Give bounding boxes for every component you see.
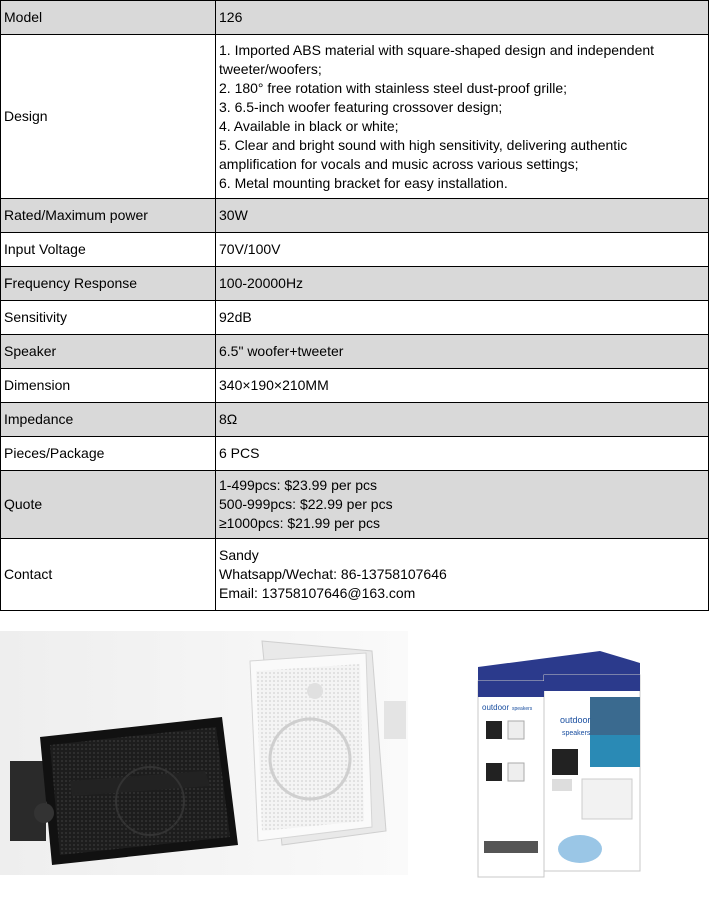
spec-value: [216, 539, 709, 611]
box-brand-text: outdoor: [482, 703, 510, 712]
spec-label: Speaker: [1, 335, 216, 369]
spec-value-line: 6. Metal mounting bracket for easy installation.: [219, 174, 508, 191]
svg-text:speakers: speakers: [562, 730, 591, 737]
spec-value-line: 126: [219, 9, 243, 25]
svg-text:outdoor: outdoor: [560, 715, 591, 725]
spec-value-line: 500-999pcs: $22.99 per pcs: [219, 496, 393, 512]
spec-value: [216, 471, 709, 539]
spec-row: [1, 35, 709, 199]
spec-label: Design: [1, 35, 216, 199]
spec-value: [216, 35, 709, 199]
spec-label: Pieces/Package: [1, 437, 216, 471]
spec-row: [1, 233, 709, 267]
spec-value-line: 6 PCS: [219, 445, 260, 461]
product-photos: [0, 615, 709, 904]
spec-row: [1, 199, 709, 233]
spec-label: Model: [1, 1, 216, 35]
spec-value-line: 3. 6.5-inch woofer featuring crossover design;: [219, 98, 503, 115]
spec-value-line: 6.5" woofer+tweeter: [219, 343, 344, 359]
spec-value-line: 5. Clear and bright sound with high sensitivity, delivering authentic amplification for vocals and music across various settings;: [219, 136, 628, 172]
spec-value-line: Whatsapp/Wechat: 86-13758107646: [219, 566, 447, 582]
spec-row: [1, 471, 709, 539]
spec-value-line: 340×190×210MM: [219, 377, 329, 393]
spec-value-line: ≥1000pcs: $21.99 per pcs: [219, 515, 381, 531]
spec-label: Input Voltage: [1, 233, 216, 267]
spec-value-line: 100-20000Hz: [219, 275, 304, 291]
spec-value-line: 4. Available in black or white;: [219, 117, 399, 134]
package-box-photo: [470, 645, 650, 885]
spec-value-line: 70V/100V: [219, 241, 281, 257]
spec-label: Sensitivity: [1, 301, 216, 335]
spec-value: [216, 1, 709, 35]
spec-value: [216, 437, 709, 471]
spec-value: [216, 335, 709, 369]
svg-text:speakers: speakers: [512, 706, 533, 712]
spec-value: [216, 301, 709, 335]
spec-value-line: Sandy: [219, 547, 259, 563]
spec-value: [216, 233, 709, 267]
spec-row: [1, 403, 709, 437]
spec-value: [216, 199, 709, 233]
package-box-image: [470, 645, 650, 885]
spec-row: [1, 267, 709, 301]
spec-value-line: 2. 180° free rotation with stainless steel dust-proof grille;: [219, 79, 567, 96]
spec-value: [216, 369, 709, 403]
spec-label: Rated/Maximum power: [1, 199, 216, 233]
spec-label: Dimension: [1, 369, 216, 403]
spec-row: [1, 539, 709, 611]
spec-row: [1, 301, 709, 335]
speakers-image: [0, 631, 408, 875]
spec-label: Frequency Response: [1, 267, 216, 301]
spec-label: Quote: [1, 471, 216, 539]
spec-row: [1, 335, 709, 369]
spec-value-line: 1-499pcs: $23.99 per pcs: [219, 477, 377, 493]
spec-value: [216, 267, 709, 301]
spec-row: [1, 369, 709, 403]
spec-value-line: 1. Imported ABS material with square-shaped design and independent tweeter/woofers;: [219, 41, 655, 77]
spec-value-line: 8Ω: [219, 411, 238, 427]
spec-value-line: 92dB: [219, 309, 252, 325]
spec-value-line: Email: 13758107646@163.com: [219, 585, 416, 601]
spec-label: Impedance: [1, 403, 216, 437]
spec-value-line: 30W: [219, 207, 248, 223]
spec-value: [216, 403, 709, 437]
spec-row: [1, 437, 709, 471]
spec-row: [1, 1, 709, 35]
speaker-photo: [0, 631, 408, 875]
spec-label: Contact: [1, 539, 216, 611]
